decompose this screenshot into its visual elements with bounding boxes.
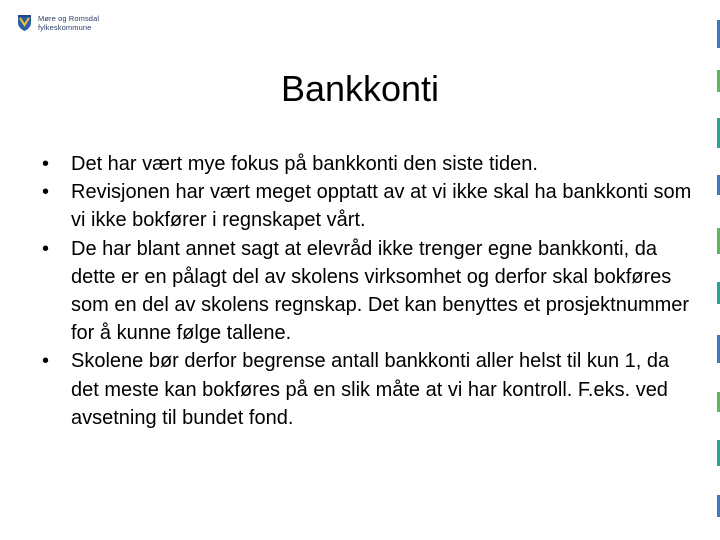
county-name-line2: fylkeskommune	[38, 23, 92, 32]
county-name-line1: Møre og Romsdal	[38, 14, 100, 23]
bullet-list	[42, 150, 702, 432]
bullet-text: Det har vært mye fokus på bankkonti den siste tiden.	[71, 153, 538, 175]
bullet-text: Skolene bør derfor begrense antall bankkonti aller helst til kun 1, da det meste kan bokføres på en slik måte at vi har kontroll. F.eks. ved avsetning til bundet fond.	[71, 350, 670, 429]
bullet-item	[42, 178, 702, 234]
county-logo	[17, 14, 99, 32]
bullet-marker: •	[42, 153, 50, 175]
bullet-marker: •	[42, 181, 50, 204]
bullet-item	[42, 150, 702, 178]
bullet-text: De har blant annet sagt at elevråd ikke trenger egne bankkonti, da dette er en pålagt del av skolens virksomhet og derfor skal bokføres som en del av skolens regnskap. Det kan benyttes et prosjektnummer for å kunne følge tallene.	[71, 237, 690, 345]
county-shield-icon	[17, 14, 32, 32]
bullet-marker: •	[42, 350, 50, 373]
bullet-marker: •	[42, 237, 50, 260]
bullet-item	[42, 347, 702, 432]
slide-title-text: Bankkonti	[280, 68, 440, 109]
slide-title	[0, 64, 720, 114]
county-name	[38, 14, 99, 32]
bullet-item	[42, 235, 702, 348]
bullet-text: Revisjonen har vært meget opptatt av at vi ikke skal ha bankkonti som vi ikke bokfører i regnskapet vårt.	[71, 181, 692, 232]
